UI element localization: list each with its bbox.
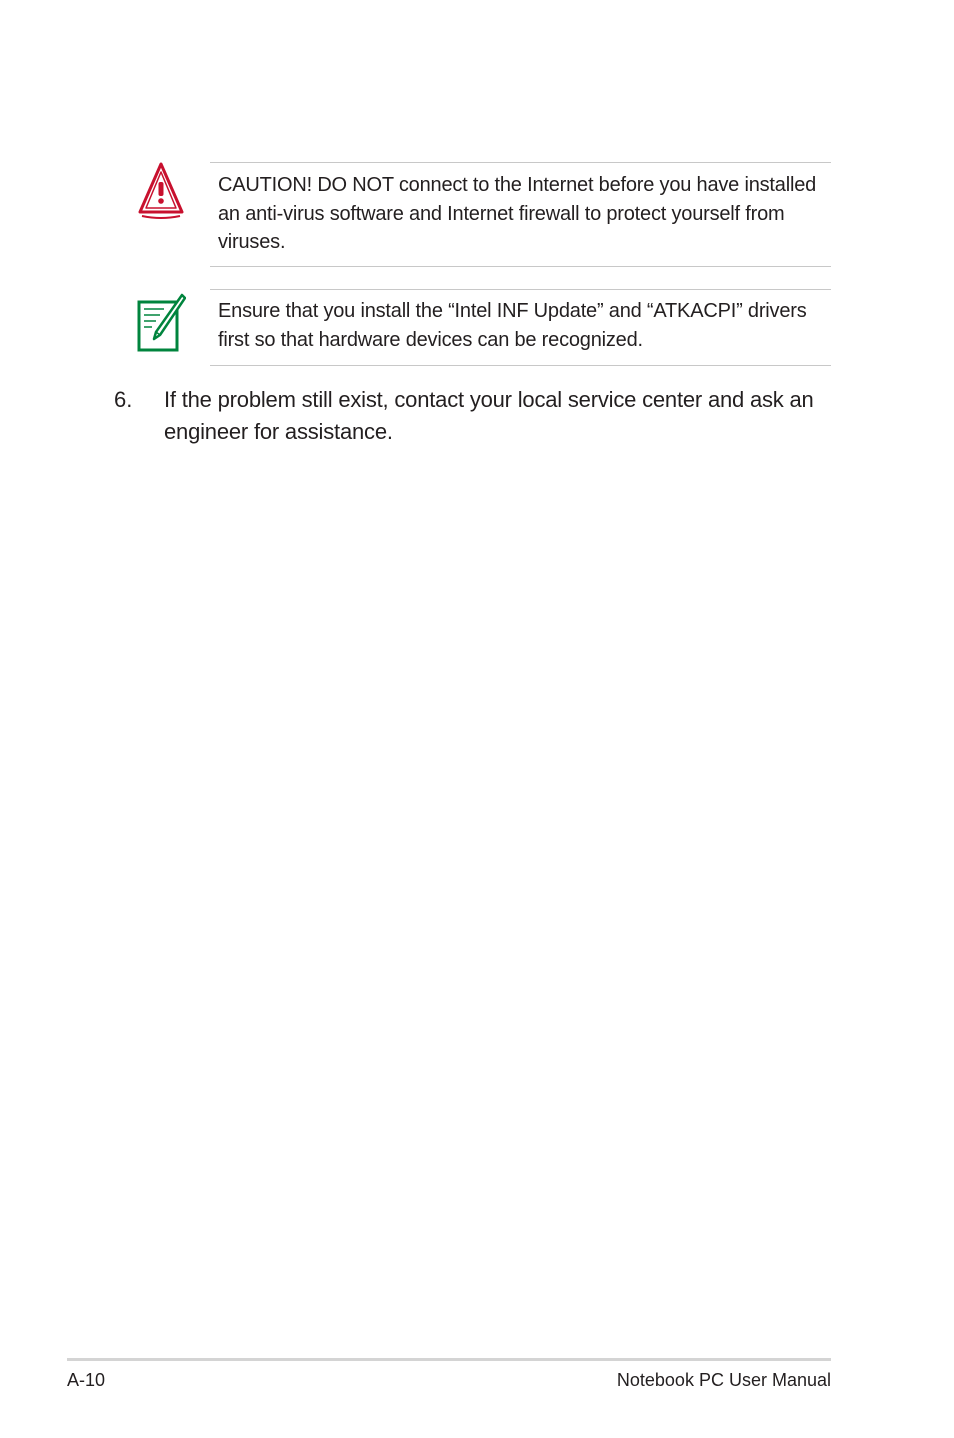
warning-triangle-icon (136, 160, 186, 220)
caution-notice (210, 162, 831, 267)
note-notice (210, 289, 831, 366)
step-number: 6. (114, 387, 133, 412)
note-pencil-icon (136, 293, 186, 353)
manual-title: Notebook PC User Manual (616, 1370, 831, 1390)
page-number: A-10 (67, 1370, 106, 1390)
note-text: Ensure that you install the “Intel INF Update” and “ATKACPI” drivers first so that hardware devices can be recognized. (218, 300, 807, 351)
step-text: If the problem still exist, contact your local service center and ask an engineer for assistance. (164, 387, 814, 444)
caution-text: CAUTION! DO NOT connect to the Internet before you have installed an anti-virus software and Internet firewall to protect yourself from viruses. (218, 174, 817, 253)
footer-divider (67, 1358, 831, 1361)
